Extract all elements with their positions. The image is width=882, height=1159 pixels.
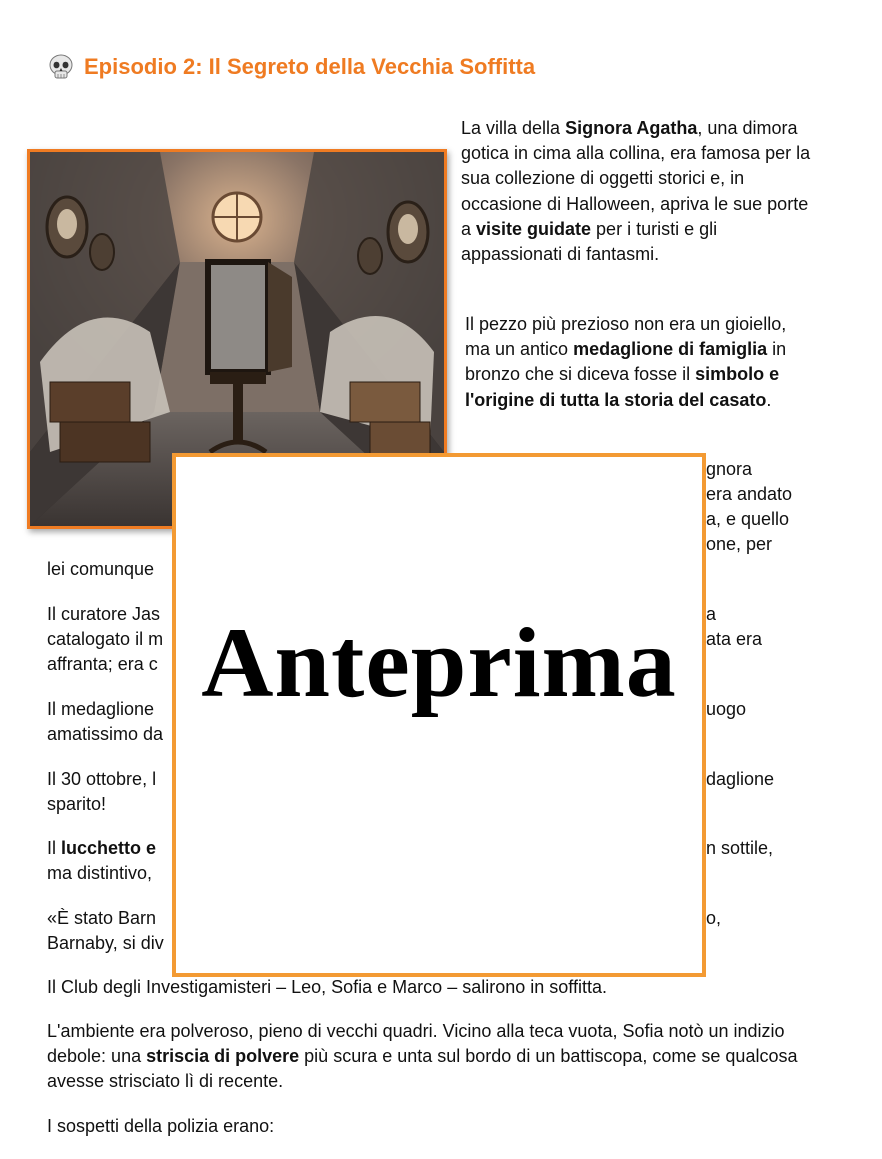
paragraph-fragment-line: affranta; era c bbox=[47, 654, 158, 674]
skull-icon bbox=[48, 54, 74, 80]
paragraph-fragment-line: catalogato il m bbox=[47, 629, 164, 649]
paragraph-fragment-line: Barnaby, si div bbox=[47, 933, 164, 953]
preview-label: Anteprima bbox=[201, 607, 677, 718]
paragraph-fragment-line: one, per bbox=[706, 534, 773, 554]
paragraph-fragment-line: gnora bbox=[706, 459, 753, 479]
paragraph-fragment-line: ma distintivo, bbox=[47, 863, 153, 883]
episode-title bbox=[48, 54, 535, 80]
episode-title-text: Episodio 2: Il Segreto della Vecchia Soffitta bbox=[84, 54, 536, 79]
paragraph-fragment-line: sparito! bbox=[47, 794, 107, 814]
paragraph-fragment-line: Il medaglione bbox=[47, 699, 155, 719]
paragraph-fragment-line: lei comunque bbox=[47, 559, 155, 579]
paragraph-medallion: Il pezzo più prezioso non era un gioiello, ma un antico medaglione di famiglia in bronzo che si diceva fosse il simbolo e l'origine di tutta la storia del casato. bbox=[465, 314, 787, 410]
paragraph-fragment-line: Il 30 ottobre, l bbox=[47, 769, 157, 789]
paragraph-fragment-line: daglione bbox=[706, 769, 775, 789]
paragraph-fragment-line: uogo bbox=[706, 699, 747, 719]
paragraph-intro: La villa della Signora Agatha, una dimora gotica in cima alla collina, era famosa per la sua collezione di oggetti storici e, in occasione di Halloween, apriva le sue porte a visite guidate per i turisti e gli appassionati di fantasmi. bbox=[461, 118, 811, 265]
preview-overlay bbox=[172, 453, 706, 977]
paragraph-fragment-line: n sottile, bbox=[706, 838, 774, 858]
paragraph-fragment-line: amatissimo da bbox=[47, 724, 164, 744]
paragraph-fragment-line: ata era bbox=[706, 629, 763, 649]
paragraph-club: Il Club degli Investigamisteri – Leo, Sofia e Marco – salirono in soffitta. bbox=[47, 977, 607, 997]
paragraph-fragment-line: Il lucchetto e bbox=[47, 838, 157, 858]
paragraph-fragment-line: a bbox=[706, 604, 717, 624]
paragraph-clue: L'ambiente era polveroso, pieno di vecchi quadri. Vicino alla teca vuota, Sofia notò un indizio debole: una striscia di polvere più scura e unta sul bordo di un battiscopa, come se qualcosa avesse strisciato lì di recente. bbox=[47, 1021, 798, 1092]
paragraph-suspects: I sospetti della polizia erano: bbox=[47, 1116, 275, 1136]
paragraph-fragment-line: Il curatore Jas bbox=[47, 604, 161, 624]
paragraph-fragment-line: «È stato Barn bbox=[47, 908, 157, 928]
paragraph-fragment-line: era andato bbox=[706, 484, 793, 504]
paragraph-fragment-line: a, e quello bbox=[706, 509, 790, 529]
paragraph-fragment-line: o, bbox=[706, 908, 722, 928]
